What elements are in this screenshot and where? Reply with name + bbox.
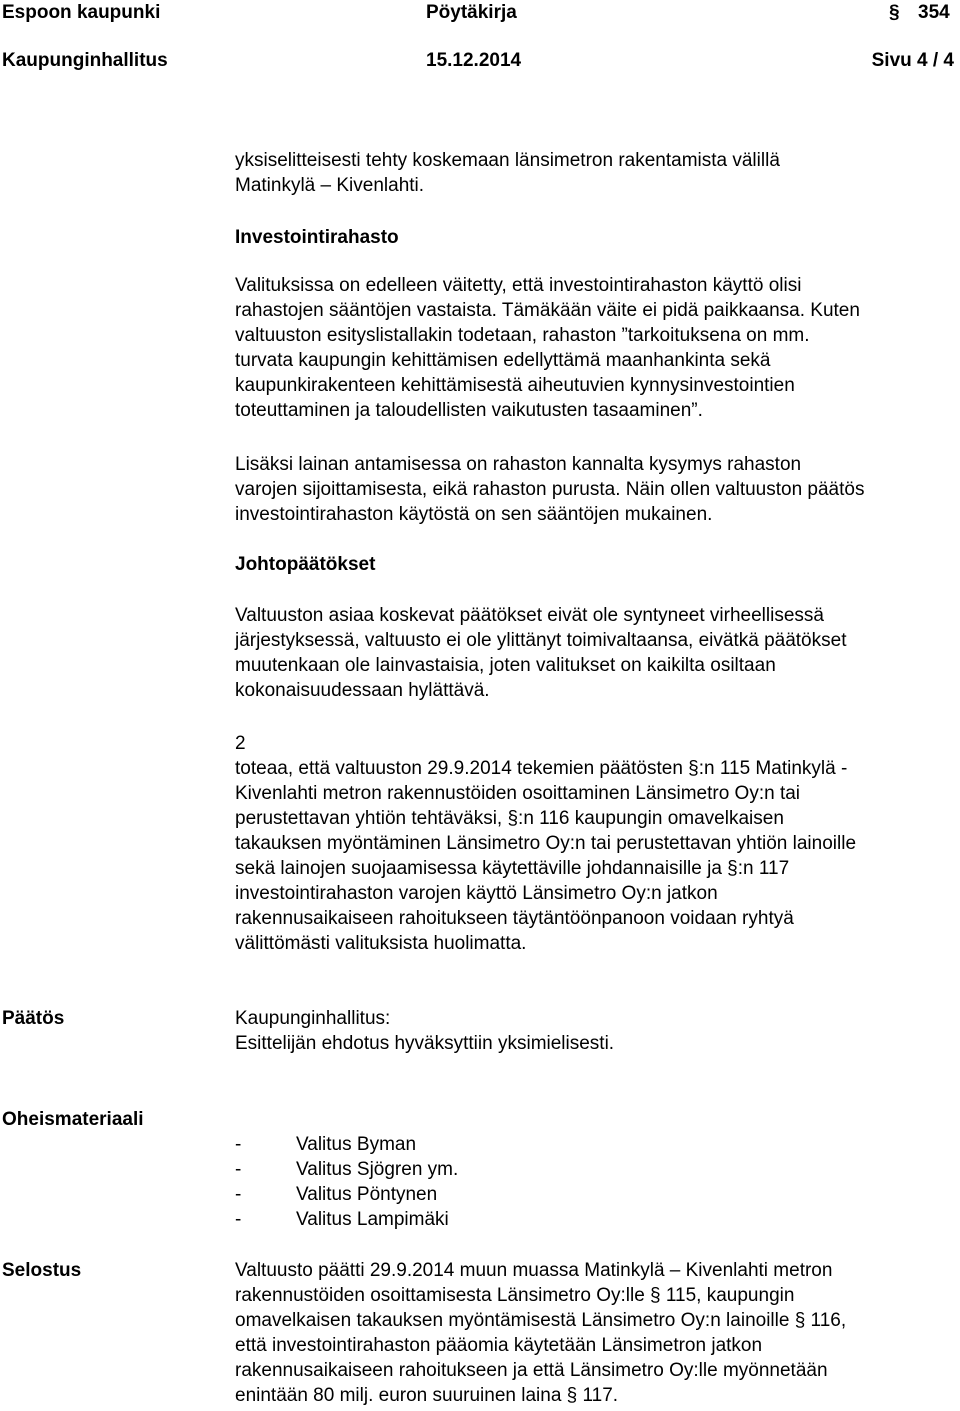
text-line: rakennusaikaiseen rahoitukseen ja että Länsimetro Oy:lle myönnetään	[235, 1360, 828, 1381]
attachments-label: Oheismateriaali	[2, 1109, 144, 1130]
text-line: varojen sijoittamisesta, eikä rahaston purusta. Näin ollen valtuuston päätös	[235, 479, 865, 500]
decision-text	[235, 1006, 960, 1056]
conclusions-heading: Johtopäätökset	[235, 554, 376, 575]
text-line: investointirahaston varojen käyttö Länsimetro Oy:n jatkon	[235, 883, 718, 904]
text-line: turvata kaupungin kehittämisen edellyttämä maanhankinta sekä	[235, 350, 771, 371]
text-line: yksiselitteisesti tehty koskemaan länsimetron rakentamista välillä	[235, 150, 780, 171]
attachment-item: Valitus Pöntynen	[296, 1184, 438, 1205]
text-line: järjestyksessä, valtuusto ei ole ylittänyt toimivaltaansa, eivätkä päätökset	[235, 630, 847, 651]
text-line: Valtuusto päätti 29.9.2014 muun muassa Matinkylä – Kivenlahti metron	[235, 1260, 833, 1281]
attachment-item: Valitus Sjögren ym.	[296, 1159, 459, 1180]
list-dash: -	[235, 1159, 242, 1180]
summary-paragraph	[235, 1258, 960, 1408]
attachment-item: Valitus Lampimäki	[296, 1209, 449, 1230]
loan-paragraph	[235, 452, 960, 527]
municipality-name: Espoon kaupunki	[2, 2, 161, 23]
text-line: enintään 80 milj. euron suuruinen laina § 117.	[235, 1385, 619, 1406]
conclusions-paragraph	[235, 603, 960, 703]
intro-paragraph	[235, 148, 960, 198]
section-number: 354	[918, 2, 950, 23]
text-line: toteaa, että valtuuston 29.9.2014 tekemien päätösten §:n 115 Matinkylä -	[235, 758, 848, 779]
text-line: että investointirahaston pääomia käytetään Länsimetron jatkon	[235, 1335, 763, 1356]
board-name: Kaupunginhallitus	[2, 50, 168, 71]
list-dash: -	[235, 1184, 242, 1205]
page-number: Sivu 4 / 4	[871, 50, 954, 71]
text-line: Valtuuston asiaa koskevat päätökset eivät ole syntyneet virheellisessä	[235, 605, 824, 626]
summary-label: Selostus	[2, 1260, 82, 1281]
meeting-date: 15.12.2014	[426, 50, 522, 71]
decision-label: Päätös	[2, 1008, 65, 1029]
text-line: toteuttaminen ja taloudellisten vaikutusten tasaaminen”.	[235, 400, 703, 421]
list-item	[235, 1182, 458, 1207]
investment-paragraph	[235, 273, 960, 423]
item-paragraph	[235, 756, 960, 956]
list-item	[235, 1157, 458, 1182]
text-line: muutenkaan ole lainvastaisia, joten valitukset on kaikilta osiltaan	[235, 655, 776, 676]
text-line: Kaupunginhallitus:	[235, 1008, 391, 1029]
text-line: rahastojen sääntöjen vastaista. Tämäkään väite ei pidä paikkaansa. Kuten	[235, 300, 860, 321]
document-type: Pöytäkirja	[426, 2, 517, 23]
text-line: rakennusaikaiseen rahoitukseen täytäntöönpanoon voidaan ryhtyä	[235, 908, 794, 929]
text-line: Matinkylä – Kivenlahti.	[235, 175, 425, 196]
text-line: valtuuston esityslistallakin todetaan, rahaston ”tarkoituksena on mm.	[235, 325, 810, 346]
text-line: Valituksissa on edelleen väitetty, että investointirahaston käyttö olisi	[235, 275, 802, 296]
text-line: perustettavan yhtiön tehtäväksi, §:n 116 kaupungin omavelkaisen	[235, 808, 784, 829]
text-line: takauksen myöntäminen Länsimetro Oy:n tai perustettavan yhtiön lainoille	[235, 833, 857, 854]
list-item	[235, 1207, 458, 1232]
text-line: kaupunkirakenteen kehittämisestä aiheutuvien kynnysinvestointien	[235, 375, 795, 396]
text-line: omavelkaisen takauksen myöntämisestä Länsimetro Oy:n lainoille § 116,	[235, 1310, 847, 1331]
list-dash: -	[235, 1209, 242, 1230]
text-line: kokonaisuudessaan hylättävä.	[235, 680, 490, 701]
text-line: rakennustöiden osoittamisesta Länsimetro Oy:lle § 115, kaupungin	[235, 1285, 795, 1306]
text-line: välittömästi valituksista huolimatta.	[235, 933, 527, 954]
attachment-item: Valitus Byman	[296, 1134, 417, 1155]
list-item	[235, 1132, 458, 1157]
section-symbol: §	[889, 2, 900, 23]
text-line: Lisäksi lainan antamisessa on rahaston kannalta kysymys rahaston	[235, 454, 802, 475]
investment-heading: Investointirahasto	[235, 227, 399, 248]
text-line: Esittelijän ehdotus hyväksyttiin yksimielisesti.	[235, 1033, 615, 1054]
attachments-list	[235, 1132, 458, 1232]
text-line: Kivenlahti metron rakennustöiden osoittaminen Länsimetro Oy:n tai	[235, 783, 801, 804]
item-number: 2	[235, 733, 246, 754]
text-line: sekä lainojen suojaamisessa käytettäville johdannaisille ja §:n 117	[235, 858, 790, 879]
text-line: investointirahaston käytöstä on sen sääntöjen mukainen.	[235, 504, 713, 525]
list-dash: -	[235, 1134, 242, 1155]
